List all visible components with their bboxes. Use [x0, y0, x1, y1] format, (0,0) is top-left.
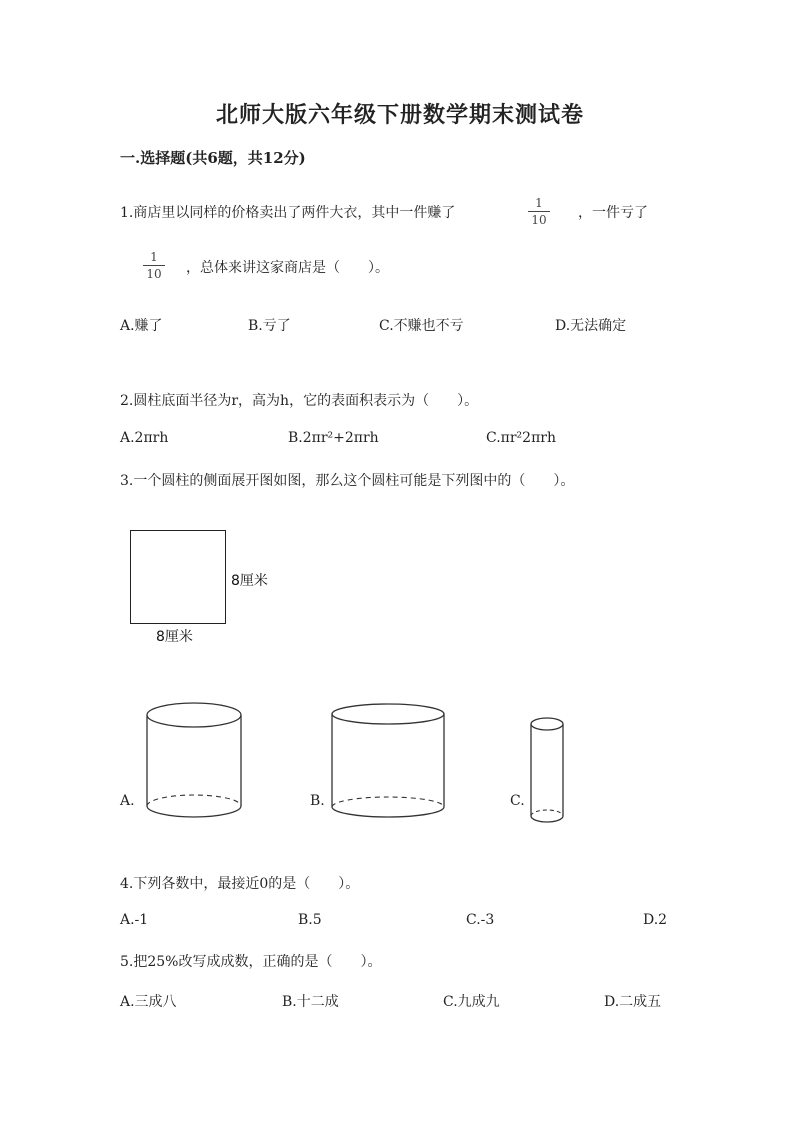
question-1-option-c[interactable]: C.不赚也不亏 [379, 318, 464, 334]
fraction-1-numerator: 1 [535, 196, 543, 210]
fraction-2-denominator: 10 [146, 267, 162, 281]
question-4-option-a[interactable]: A.-1 [120, 912, 149, 928]
fraction-1 [528, 196, 550, 227]
question-2-option-a[interactable]: A.2πrh [120, 430, 169, 446]
section-heading: 一.选择题(共6题，共12分) [120, 149, 306, 167]
square-bottom-label: 8厘米 [156, 629, 193, 645]
question-5-option-a[interactable]: A.三成八 [120, 994, 177, 1010]
fraction-1-denominator: 10 [531, 213, 547, 227]
question-4-option-d[interactable]: D.2 [643, 912, 668, 928]
question-3-option-b[interactable]: B. [310, 793, 325, 809]
question-5-option-c[interactable]: C.九成九 [443, 994, 500, 1010]
question-3-option-a[interactable]: A. [120, 793, 135, 809]
unfolded-square-diagram [130, 530, 226, 624]
question-2-option-b[interactable]: B.2πr²+2πrh [288, 430, 379, 446]
question-2-option-c[interactable]: C.πr²2πrh [486, 430, 556, 446]
question-4-option-b[interactable]: B.5 [298, 912, 322, 928]
question-3-option-c[interactable]: C. [510, 793, 525, 809]
cylinder-a-figure [146, 702, 246, 818]
question-4-text: 4.下列各数中，最接近0的是（ ）。 [120, 876, 360, 892]
page-title: 北师大版六年级下册数学期末测试卷 [215, 102, 584, 128]
question-1-option-b[interactable]: B.亏了 [248, 318, 291, 334]
question-2-text: 2.圆柱底面半径为r，高为h，它的表面积表示为（ ）。 [120, 393, 479, 409]
question-1-text-b: ，一件亏了 [578, 205, 648, 221]
question-5-option-d[interactable]: D.二成五 [604, 994, 662, 1010]
square-side-label: 8厘米 [231, 573, 268, 589]
fraction-2-numerator: 1 [150, 250, 158, 264]
question-1-option-d[interactable]: D.无法确定 [555, 318, 627, 334]
question-1-option-a[interactable]: A.赚了 [120, 318, 163, 334]
question-4-option-c[interactable]: C.-3 [466, 912, 495, 928]
fraction-2 [143, 250, 165, 281]
question-1-text-c: ，总体来讲这家商店是（ ）。 [186, 260, 389, 276]
cylinder-b-figure [331, 703, 447, 819]
question-3-text: 3.一个圆柱的侧面展开图如图，那么这个圆柱可能是下列图中的（ ）。 [120, 473, 575, 489]
question-1-text-a: 1.商店里以同样的价格卖出了两件大衣，其中一件赚了 [120, 205, 456, 221]
question-5-option-b[interactable]: B.十二成 [282, 994, 339, 1010]
question-5-text: 5.把25%改写成成数，正确的是（ ）。 [120, 954, 382, 970]
cylinder-c-figure [530, 716, 566, 828]
